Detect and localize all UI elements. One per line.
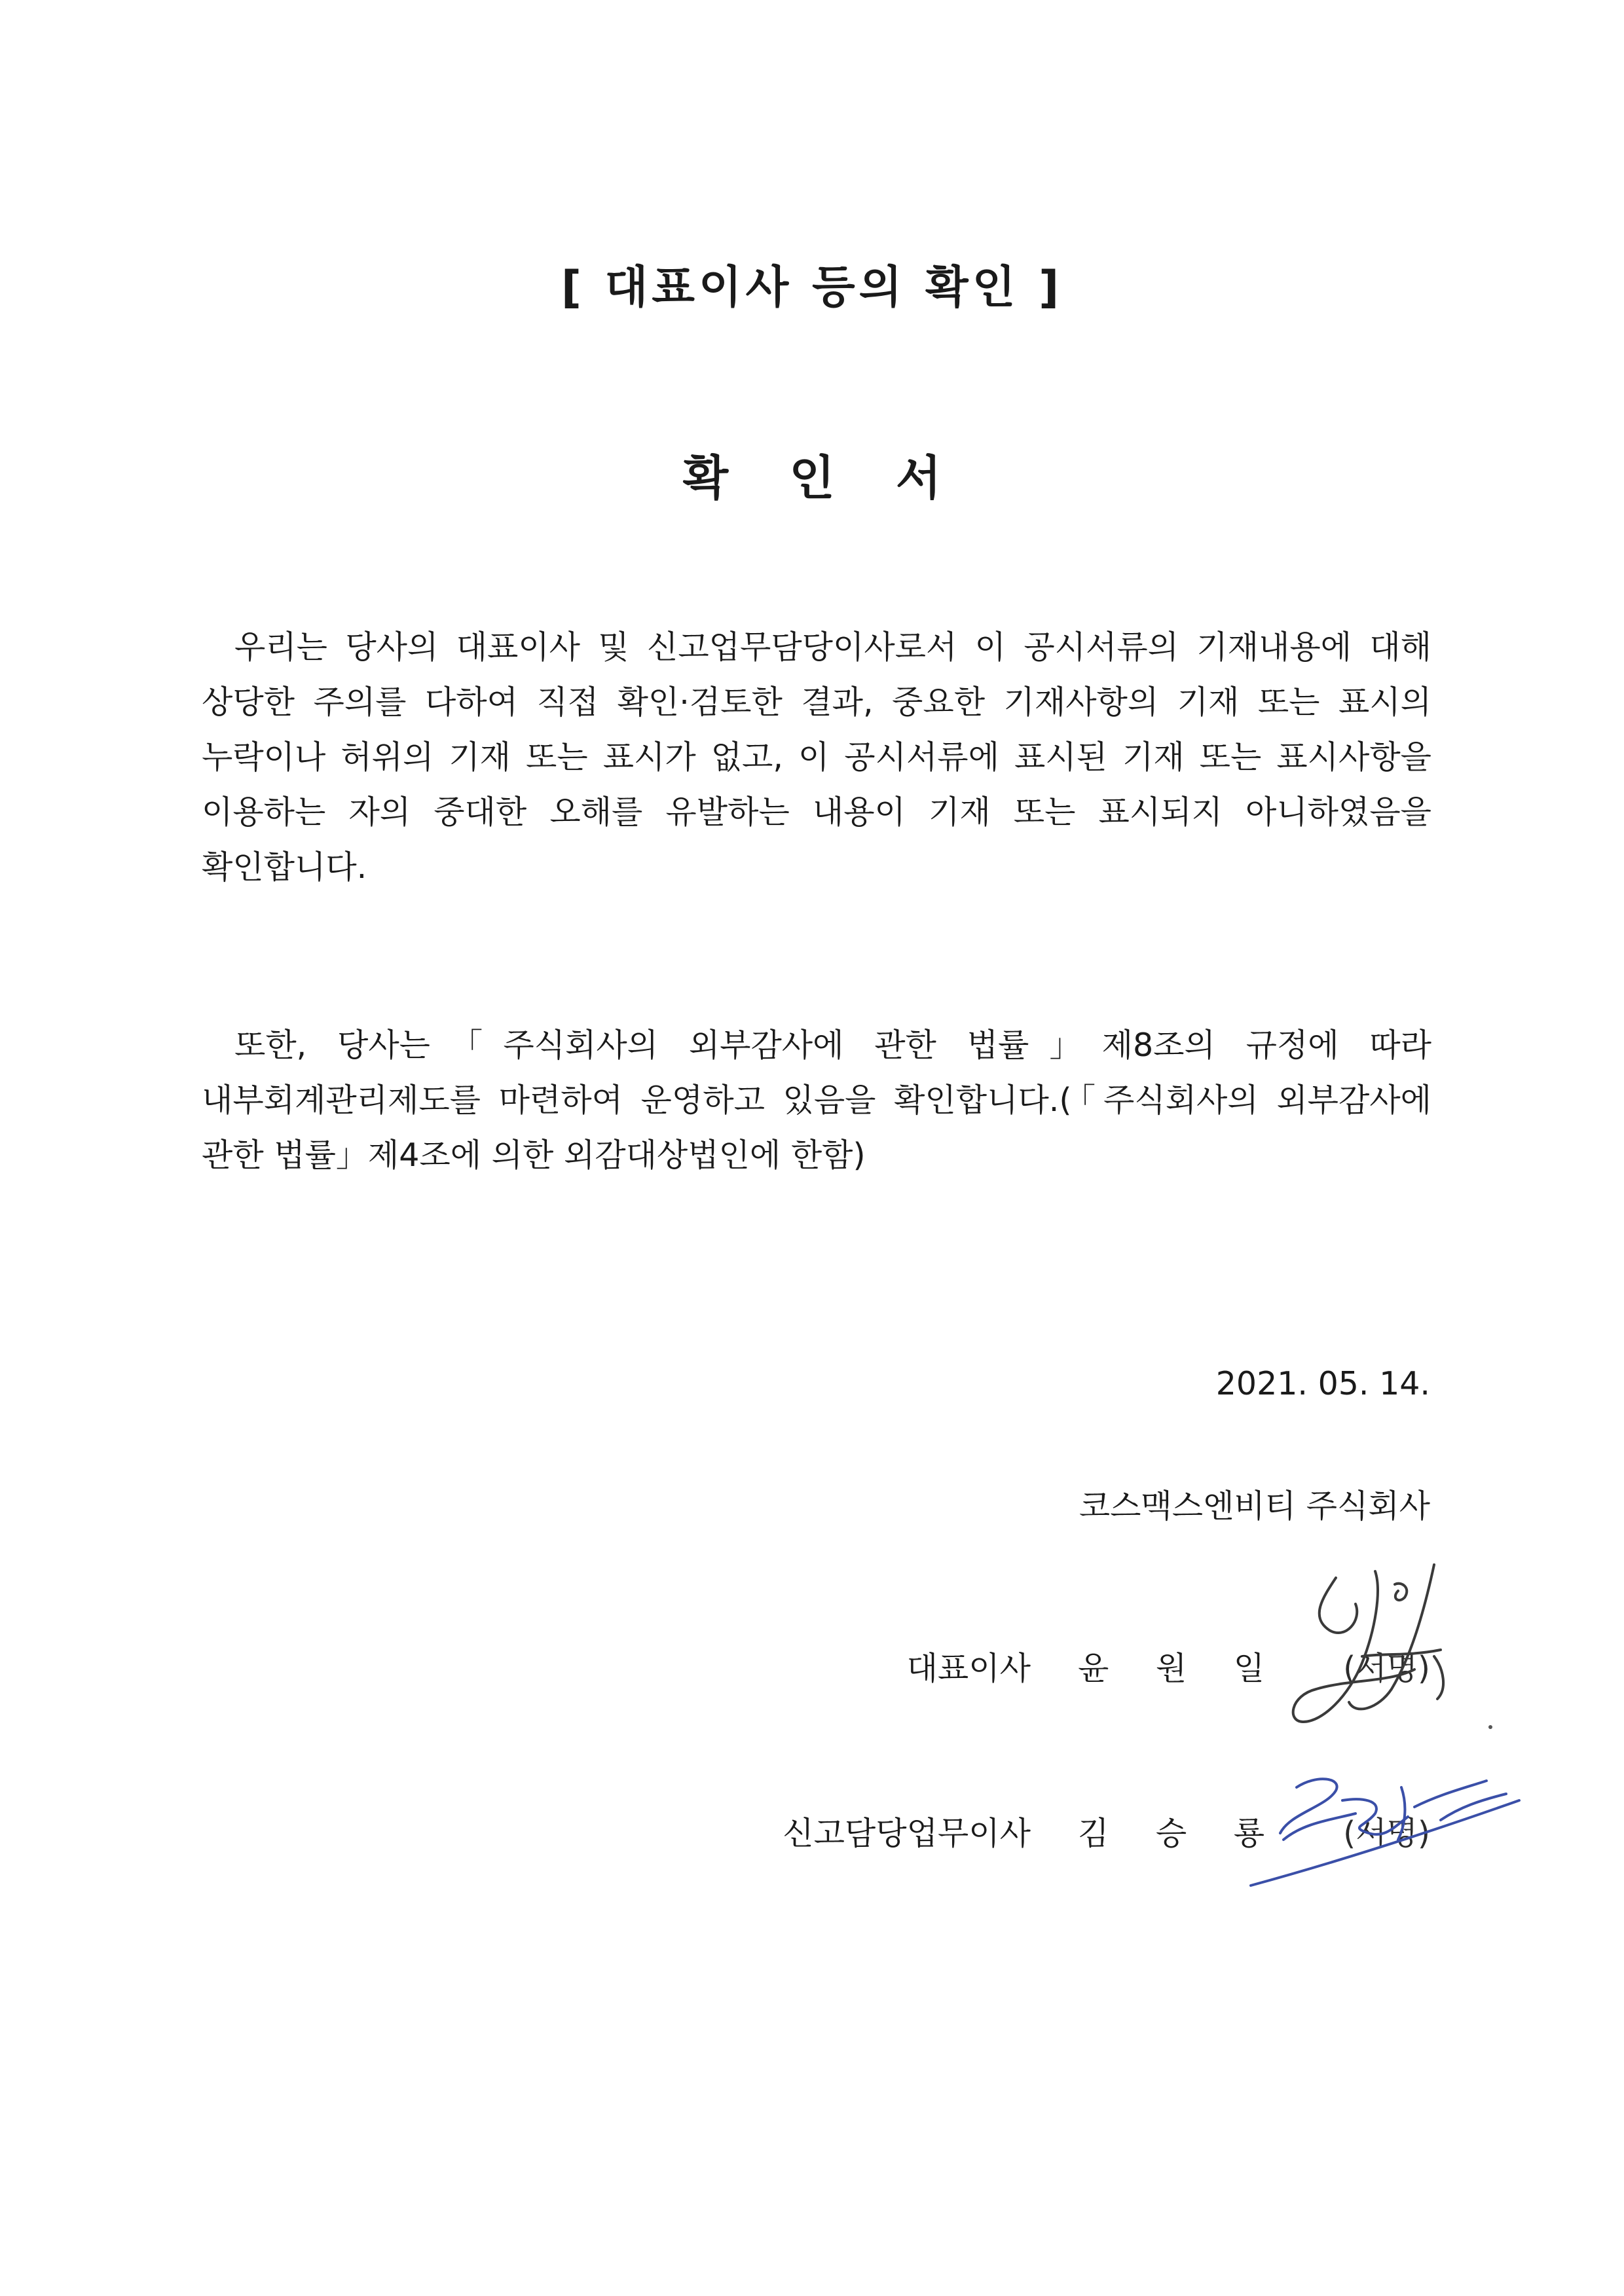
signature-label: (서명) [1343,1815,1430,1852]
signature-label: (서명) [1343,1650,1430,1687]
document-date: 2021. 05. 14. [1215,1365,1430,1402]
ceo-signature-icon [1283,1558,1480,1768]
signatory-role: 신고담당업무이사 [783,1815,1031,1852]
signatory-name: 김 승 룡 [1077,1815,1283,1852]
signatory-role: 대표이사 [906,1650,1031,1687]
scan-speck [1488,1725,1492,1729]
company-name: 코스맥스엔비티 주식회사 [1079,1487,1430,1525]
confirmation-paragraph: 우리는 당사의 대표이사 및 신고업무담당이사로서 이 공시서류의 기재내용에 대해 상당한 주의를 다하여 직접 확인·검토한 결과, 중요한 기재사항의 기재 또는 표시의 누락이나 허위의 기재 또는 표시가 없고, 이 공시서류에 표시된 기재 또는 표시사항을 이용하는 자의 중대한 오해를 유발하는 내용이 기재 또는 표시되지 아니하였음을 확인합니다. [202,629,1431,886]
officer-signature-icon [1244,1761,1532,1892]
header-title: [ 대표이사 등의 확인 ] [561,262,1063,314]
internal-control-paragraph: 또한, 당사는「주식회사의 외부감사에 관한 법률」제8조의 규정에 따라 내부회계관리제도를 마련하여 운영하고 있음을 확인합니다.(「주식회사의 외부감사에 관한 법률」제4조에 의한 외감대상법인에 한함) [202,1027,1431,1174]
signatory-name: 윤 원 일 [1077,1650,1283,1687]
document-title: 확 인 서 [682,450,964,505]
